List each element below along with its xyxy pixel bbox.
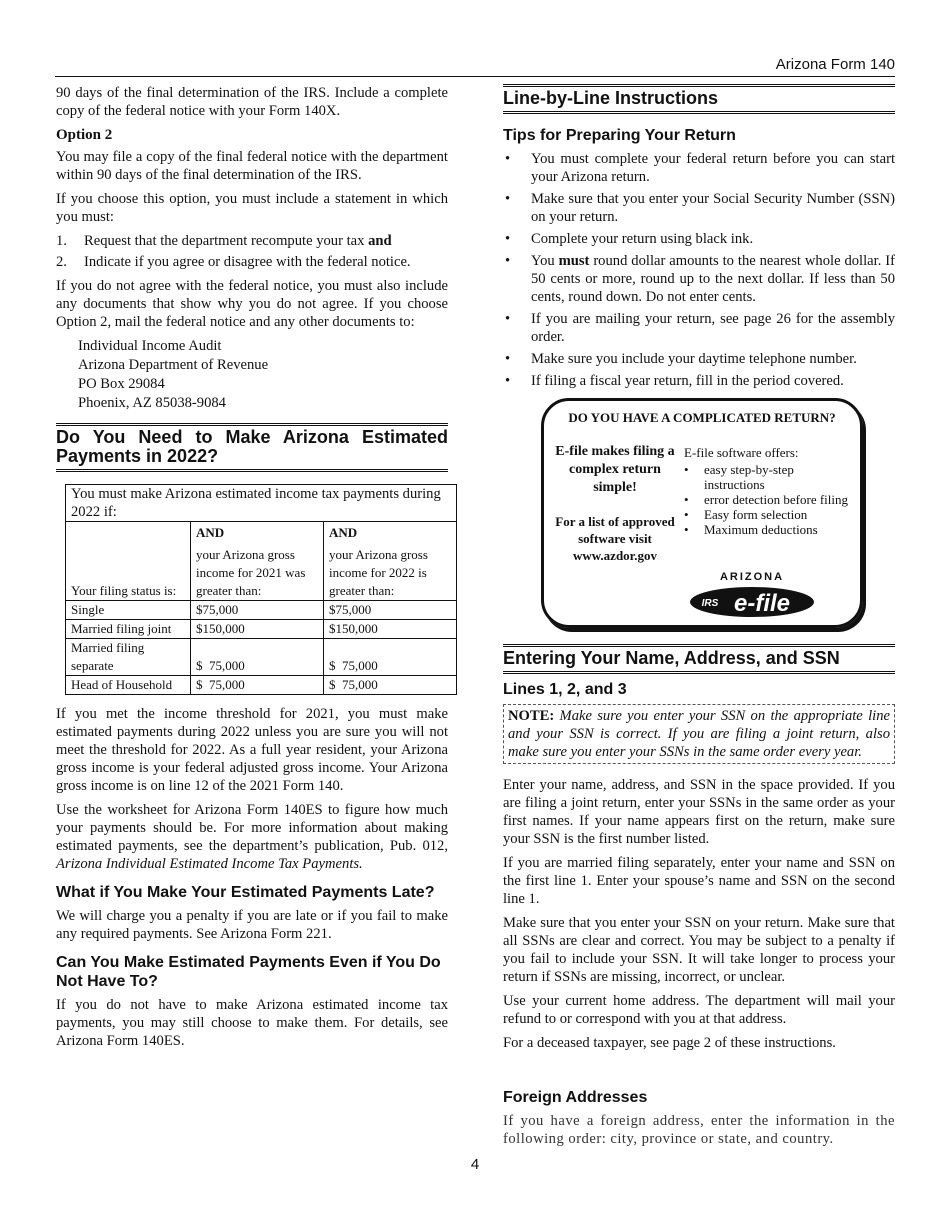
optional-payments-title: Can You Make Estimated Payments Even if You Do Not Have To? [56,954,441,990]
foreign-addresses-paragraph: If you have a foreign address, enter the information in the following order: city, province or state, and country. [503,1113,895,1147]
table-intro: You must make Arizona estimated income tax payments during 2022 if: [66,485,457,522]
mailing-address: Individual Income Audit Arizona Department of Revenue PO Box 29084 Phoenix, AZ 85038-9084 [78,338,269,411]
foreign-addresses-title: Foreign Addresses [503,1089,648,1106]
lines-1-2-3-title: Lines 1, 2, and 3 [503,681,627,698]
late-payments-paragraph: We will charge you a penalty if you are late or if you fail to make any required payments. See Arizona Form 221. [56,908,448,942]
list-item: • Make sure you include your daytime telephone number. [503,350,895,368]
deceased-paragraph: For a deceased taxpayer, see page 2 of these instructions. [503,1035,836,1051]
efile-left-text: E-file makes filing a complex return simple! For a list of approved software visit www.azdor.gov [555,444,675,563]
logo-arizona-text: ARIZONA [719,571,785,583]
efile-offers: E-file software offers: • easy step-by-step instructions • error detection before filing • Easy form selection • Maximum deductions [684,445,854,537]
optional-payments-paragraph: If you do not have to make Arizona estimated income tax payments, you may still choose to make them. For details, see Arizona Form 140ES. [56,997,448,1049]
tips-list [503,150,895,390]
logo-irs-text: IRS [701,598,719,609]
disagree-paragraph: If you do not agree with the federal notice, you must also include any documents that show why you do not agree. If you choose Option 2, mail the federal notice and any other documents to: [56,278,448,330]
efile-software-link-text: For a list of approved software visit www.azdor.gov [555,514,675,563]
option-2-paragraph: You may file a copy of the final federal notice with the department within 90 days of the final determination of the IRS. [56,149,448,183]
statement-list [56,232,448,271]
list-item: • error detection before filing [684,492,854,507]
list-item: 2. Indicate if you agree or disagree with the federal notice. [56,254,411,270]
table-row: Head of Household $ 75,000 $ 75,000 [66,676,457,695]
ssn-note-box: NOTE: Make sure you enter your SSN on the appropriate line and your SSN is correct. If you are filing a joint return, also make sure you enter your SSNs in the same order every year. [503,704,895,764]
table-row: Married filing joint $150,000 $150,000 [66,620,457,639]
threshold-paragraph: If you met the income threshold for 2021, you must make estimated payments during 2022 unless you are sure you will not meet the threshold for 2022. As a full year resident, your Arizona gross income is your federal adjusted gross income. Your Arizona gross income is on line 12 of the 2021 Form 140. [56,706,448,794]
late-payments-title: What if You Make Your Estimated Payments Late? [56,884,435,901]
efile-callout-box [541,398,863,628]
list-item: • easy step-by-step instructions [684,462,854,492]
form-name-header: Arizona Form 140 [775,56,895,73]
list-item: 1. Request that the department recompute your tax and [56,233,392,249]
name-address-ssn-title: Entering Your Name, Address, and SSN [503,644,895,674]
list-item: • If filing a fiscal year return, fill in the period covered. [503,372,895,390]
list-item: • You must round dollar amounts to the nearest whole dollar. If 50 cents or more, round up to the next dollar. If less than 50 cents, round down. Do not enter cents. [503,252,895,306]
line-by-line-title: Line-by-Line Instructions [503,84,895,114]
list-item: • Make sure that you enter your Social Security Number (SSN) on your return. [503,190,895,226]
estimated-payments-table [65,484,457,695]
left-column [56,84,448,1056]
option-2-title: Option 2 [56,127,113,143]
statement-paragraph: If you choose this option, you must include a statement in which you must: [56,191,448,225]
tips-title: Tips for Preparing Your Return [503,127,736,144]
list-item: • Easy form selection [684,507,854,522]
right-column [503,84,895,1154]
enter-name-paragraph: Enter your name, address, and SSN in the space provided. If you are filing a joint return, enter your SSNs in the same order as your first names. If your name appears first on the return, make sure your SSN is the first number listed. [503,777,895,847]
list-item: • Complete your return using black ink. [503,230,895,248]
page-number: 4 [470,1156,480,1173]
married-separate-paragraph: If you are married filing separately, enter your name and SSN on the first line 1. Enter your spouse’s name and SSN on the second line 1. [503,855,895,907]
table-row: Single $75,000 $75,000 [66,601,457,620]
list-item: • You must complete your federal return before you can start your Arizona return. [503,150,895,186]
logo-efile-text: e-file [733,590,791,617]
worksheet-paragraph: Use the worksheet for Arizona Form 140ES to figure how much your payments should be. For more information about making estimated payments, see the department’s publication, Pub. 012, Arizona Individual Estimated Income Tax Payments. [56,802,448,872]
continued-paragraph: 90 days of the final determination of the IRS. Include a complete copy of the federal notice with your Form 140X. [56,85,448,119]
efile-heading: DO YOU HAVE A COMPLICATED RETURN? [568,410,836,425]
list-item: • If you are mailing your return, see page 26 for the assembly order. [503,310,895,346]
arizona-efile-logo [688,569,816,619]
list-item: • Maximum deductions [684,522,854,537]
ssn-paragraph: Make sure that you enter your SSN on your return. Make sure that all SSNs are clear and correct. You may be subject to a penalty if you fail to include your SSN. It will take longer to process your return if SSNs are missing, incorrect, or unclear. [503,915,895,985]
home-address-paragraph: Use your current home address. The department will mail your refund to or correspond with you at that address. [503,993,895,1027]
estimated-payments-title: Do You Need to Make Arizona Estimated Payments in 2022? [56,423,448,472]
table-row: Married filing separate $ 75,000 $ 75,000 [66,639,457,676]
header-rule [55,76,895,77]
table-header-row: Your filing status is: AND your Arizona gross income for 2021 was greater than: AND your Arizona gross income for 2022 is greater than: [66,522,457,601]
